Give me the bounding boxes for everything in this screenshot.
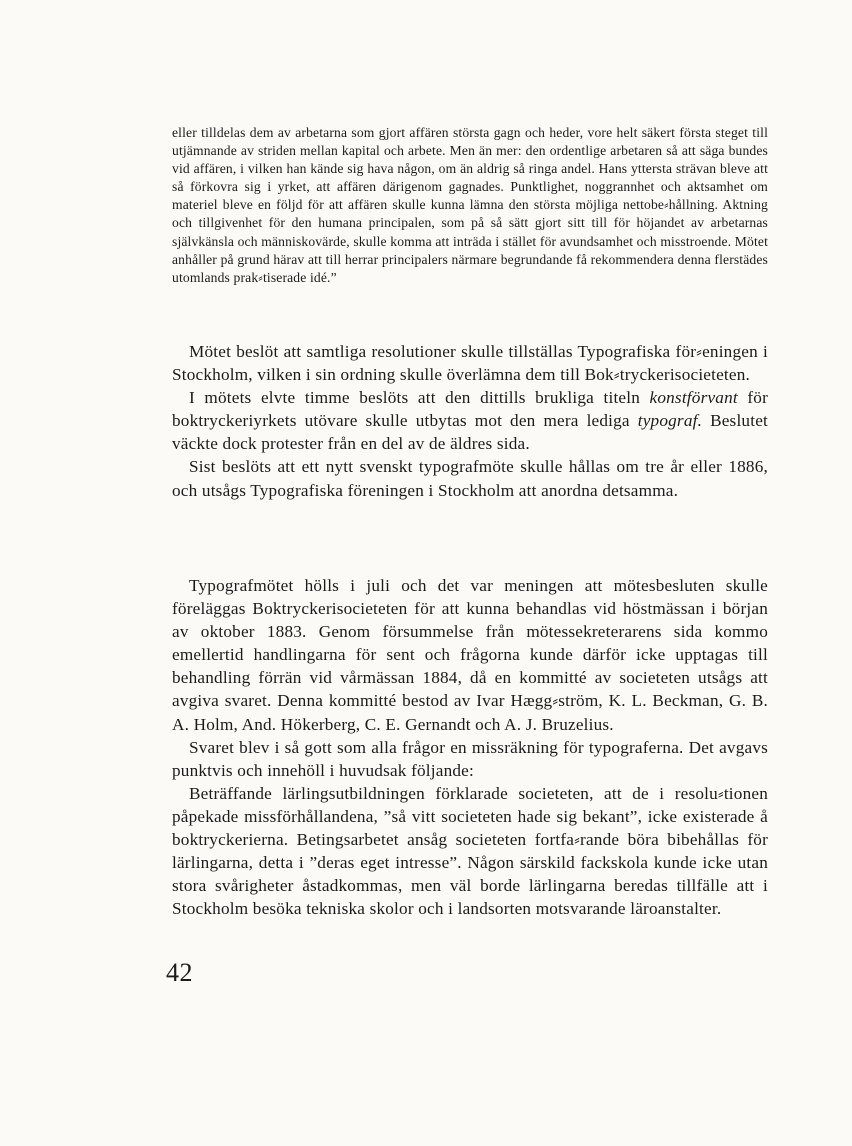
quote-paragraph: eller tilldelas dem av arbetarna som gjort affären största gagn och heder, vore helt säkert första steget till utjämnande av striden mellan kapital och arbete. Men än mer: den ordentlige arbetaren så att säga bundes vid affären, i vilken han kände sig hava någon, om än aldrig så ringa andel. Hans yttersta strävan bleve att så förkovra sig i yrket, att affären därigenom gagnades. Punktlighet, noggrannhet och aktsamhet om materiel bleve en följd för att affären skulle kunna lämna den största möjliga nettobe⸗hållning. Aktning och tillgivenhet för den humana principalen, som på så sätt gjort sitt till för höjandet av arbetarnas självkänsla och människovärde, skulle komma att inträda i stället för avundsamhet och misstroende. Mötet anhåller på grund härav att till herrar principalers närmare begrundande få rekommendera denna flerstädes utomlands prak⸗tiserade idé.” [172, 125, 768, 285]
title-change-paragraph: I mötets elvte timme beslöts att den dittills brukliga titeln konstförvant för boktryckeriyrkets utövare skulle utbytas mot den mera lediga typograf. Beslutet väckte dock protester från en del av de äldres sida. [172, 388, 768, 454]
answer-summary-paragraph: Svaret blev i så gott som alla frågor en missräkning för typograferna. Det avgavs punktvis och innehöll i huvudsak följande: [172, 737, 768, 780]
term-typograf: typograf. [637, 411, 703, 431]
term-konstforvant: konstförvant [649, 388, 738, 408]
page-number: 42 [166, 958, 193, 987]
committee-paragraph: Typografmötet hölls i juli och det var meningen att mötesbesluten skulle föreläggas Boktryckerisocieteten för att kunna behandlas vid höstmässan i början av oktober 1883. Genom försummelse från mötessekreterarens sida kommo emellertid handlingarna för sent och frågorna kunde därför icke upptagas till behandling förrän vid vårmässan 1884, då en kommitté av societeten utsågs att avgiva svaret. Denna kommitté bestod av Ivar Hægg⸗ström, K. L. Beckman, G. B. A. Holm, And. Hökerberg, C. E. Gernandt och A. J. Bruzelius. [172, 576, 768, 734]
quoted-resolution-text [172, 124, 768, 287]
next-meeting-paragraph: Sist beslöts att ett nytt svenskt typografmöte skulle hållas om tre år eller 1886, och utsågs Typografiska föreningen i Stockholm att anordna detsamma. [172, 457, 768, 500]
meeting-decisions-section [172, 340, 768, 502]
resolutions-paragraph: Mötet beslöt att samtliga resolutioner skulle tillställas Typografiska för⸗eningen i Stockholm, vilken i sin ordning skulle överlämna dem till Bok⸗tryckerisocieteten. [172, 342, 768, 385]
society-response-section [172, 574, 768, 920]
apprenticeship-paragraph: Beträffande lärlingsutbildningen förklarade societeten, att de i resolu⸗tionen påpekade missförhållandena, ”så vitt societeten hade sig bekant”, icke existerade å boktryckerierna. Betingsarbetet ansåg societeten fortfa⸗rande böra bibehållas för lärlingarna, detta i ”deras eget intresse”. Någon särskild fackskola kunde icke utan stora svårigheter åstadkommas, men väl borde lärlingarna beredas tillfälle att i Stockholm besöka tekniska skolor och i landsorten motsvarande läroanstalter. [172, 783, 768, 919]
